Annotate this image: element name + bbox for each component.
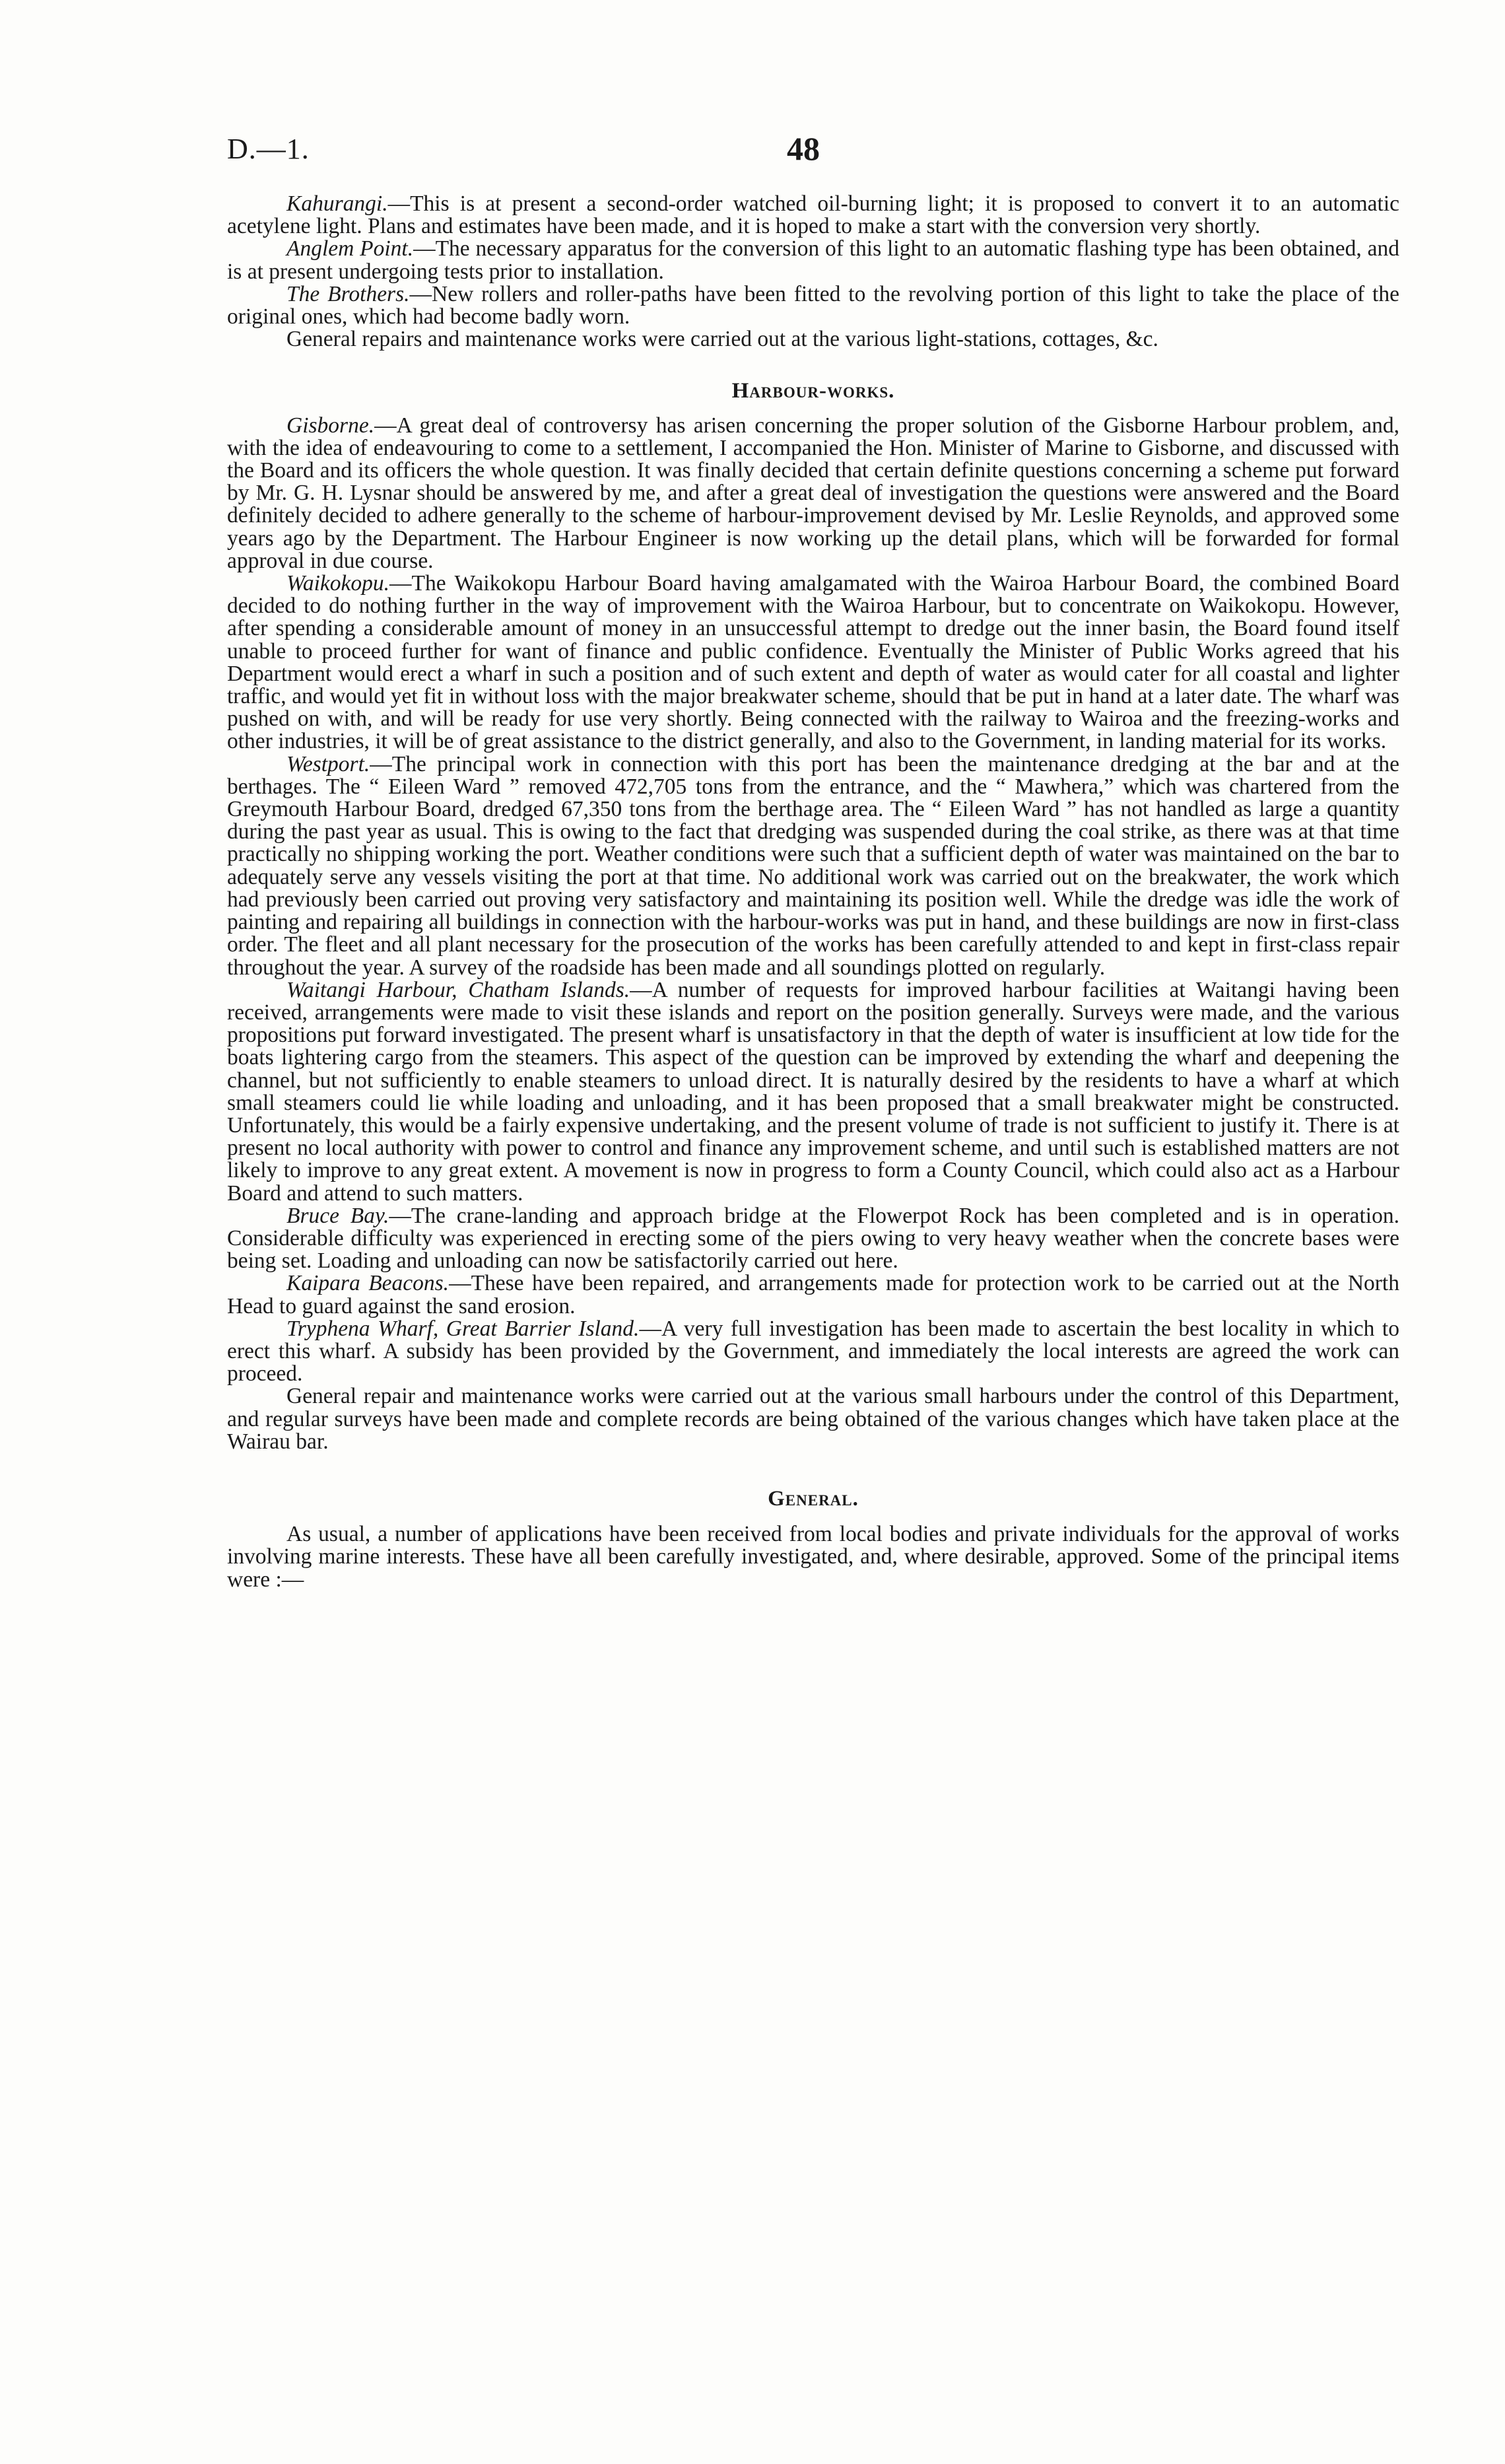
page-body bbox=[227, 193, 1399, 1591]
paragraph-lead: Waikokopu. bbox=[286, 571, 390, 596]
paragraph-lead: Tryphena Wharf, Great Barrier Island. bbox=[286, 1316, 640, 1341]
paragraph-lead: Waitangi Harbour, Chatham Islands. bbox=[286, 977, 630, 1002]
paragraph-text: —New rollers and roller-paths have been fitted to the revolving portion of this light to take the place of the original ones, which had become badly worn. bbox=[227, 281, 1399, 329]
paragraph-text: —A great deal of controversy has arisen concerning the proper solution of the Gisborne Harbour problem, and, with the idea of endeavouring to come to a settlement, I accompanied the Hon. Minister of Marine to Gisborne, and discussed with the Board and its officers the whole question. It was finally decided that certain definite questions concerning a scheme put forward by Mr. G. H. Lysnar should be answered by me, and after a great deal of investigation the questions were answered and the Board definitely decided to adhere generally to the scheme of harbour-improvement devised by Mr. Leslie Reynolds, and approved some years ago by the Department. The Harbour Engineer is now working up the detail plans, which will be forwarded for formal approval in due course. bbox=[227, 413, 1399, 573]
paragraph-text: —A number of requests for improved harbour facilities at Waitangi having been received, arrangements were made to visit these islands and report on the position generally. Surveys were made, and the various propositions put forward investigated. The present wharf is unsatisfactory in that the depth of water is insufficient at low tide for the boats lightering cargo from the steamers. This aspect of the question can be improved by extending the wharf and deepening the channel, but not sufficiently to enable steamers to unload direct. It is naturally desired by the residents to have a wharf at which small steamers could lie while loading and unloading, and it has been proposed that a small breakwater might be constructed. Unfortunately, this would be a fairly expensive undertaking, and the present volume of trade is not sufficient to justify it. There is at present no local authority with power to control and finance any improvement scheme, and until such is established matters are not likely to improve to any great extent. A movement is now in progress to form a County Council, which could also act as a Harbour Board and attend to such matters. bbox=[227, 977, 1400, 1206]
section-heading-general: General. bbox=[768, 1486, 859, 1511]
paragraph-tryphena-wharf bbox=[227, 1318, 1399, 1386]
paragraph-small-harbour-repairs bbox=[227, 1385, 1399, 1453]
paragraph-text: —A very full investigation has been made to ascertain the best locality in which to erect this wharf. A subsidy has been provided by the Government, and immediately the local interests are agreed the work can proceed. bbox=[227, 1316, 1399, 1386]
page-header bbox=[227, 132, 1402, 172]
paragraph-text: —These have been repaired, and arrangements made for protection work to be carried out at the North Head to guard against the sand erosion. bbox=[227, 1271, 1399, 1318]
page-number: 48 bbox=[787, 130, 820, 167]
paragraph-kaipara-beacons bbox=[227, 1272, 1399, 1317]
paragraph-text: As usual, a number of applications have been received from local bodies and private individuals for the approval of works involving marine interests. These have all been carefully investigated, and, where desirable, approved. Some of the principal items were :— bbox=[227, 1522, 1399, 1592]
paragraph-lead: Kaipara Beacons. bbox=[286, 1271, 450, 1296]
paragraph-lead: Kahurangi. bbox=[286, 191, 388, 216]
paragraph-general-applications bbox=[227, 1523, 1399, 1591]
paragraph-westport bbox=[227, 753, 1399, 979]
paragraph-gisborne bbox=[227, 415, 1399, 572]
document-reference: D.—1. bbox=[227, 133, 310, 165]
paragraph-text: —The principal work in connection with this port has been the maintenance dredging at the bar and at the berthages. The “ Eileen Ward ” removed 472,705 tons from the entrance, and the “ Mawhera,” which was chartered from the Greymouth Harbour Board, dredged 67,350 tons from the berthage area. The “ Eileen Ward ” has not handled as large a quantity during the past year as usual. This is owing to the fact that dredging was suspended during the coal strike, as there was at that time practically no shipping working the port. Weather conditions were such that a sufficient depth of water was maintained on the bar to adequately serve any vessels visiting the port at that time. No additional work was carried out on the breakwater, the work which had previously been carried out proving very satisfactory and maintaining its position well. While the dredge was idle the work of painting and repairing all buildings in connection with the harbour-works was put in hand, and these buildings are now in first-class order. The fleet and all plant necessary for the prosecution of the works has been carefully attended to and kept in first-class repair throughout the year. A survey of the roadside has been made and all soundings plotted on regularly. bbox=[227, 751, 1399, 980]
paragraph-kahurangi bbox=[227, 193, 1399, 238]
paragraph-lead: Westport. bbox=[286, 751, 370, 776]
paragraph-text: General repairs and maintenance works were carried out at the various light-stations, cottages, &c. bbox=[286, 327, 1158, 352]
paragraph-bruce-bay bbox=[227, 1205, 1399, 1273]
paragraph-text: —The necessary apparatus for the conversion of this light to an automatic flashing type has been obtained, and is at present undergoing tests prior to installation. bbox=[227, 236, 1399, 284]
paragraph-waikokopu bbox=[227, 572, 1399, 753]
paragraph-lead: The Brothers. bbox=[286, 281, 410, 306]
paragraph-text: General repair and maintenance works were carried out at the various small harbours under the control of this Department, and regular surveys have been made and complete records are being obtained of the various changes which have taken place at the Wairau bar. bbox=[227, 1384, 1399, 1454]
paragraph-text: —The Waikokopu Harbour Board having amalgamated with the Wairoa Harbour Board, the combined Board decided to do nothing further in the way of improvement with the Wairoa Harbour, but to concentrate on Waikokopu. However, after spending a considerable amount of money in an unsuccessful attempt to dredge out the inner basin, the Board found itself unable to proceed further for want of finance and public confidence. Eventually the Minister of Public Works agreed that his Department would erect a wharf in such a position and of such extent and depth of water as would cater for all coastal and lighter traffic, and would yet fit in without loss with the major breakwater scheme, should that be put in hand at a later date. The wharf was pushed on with, and will be ready for use very shortly. Being connected with the railway to Wairoa and the freezing-works and other industries, it will be of great assistance to the district generally, and also to the Government, in landing material for its works. bbox=[227, 571, 1399, 754]
paragraph-text: —This is at present a second-order watched oil-burning light; it is proposed to convert it to an automatic acetylene light. Plans and estimates have been made, and it is hoped to make a start with the conversion very shortly. bbox=[227, 191, 1399, 239]
paragraph-the-brothers bbox=[227, 283, 1399, 328]
paragraph-waitangi-harbour bbox=[227, 979, 1399, 1205]
paragraph-lead: Gisborne. bbox=[286, 413, 375, 438]
paragraph-lead: Anglem Point. bbox=[286, 236, 414, 261]
section-heading-harbour-works: Harbour-works. bbox=[731, 379, 895, 403]
paragraph-text: —The crane-landing and approach bridge at the Flowerpot Rock has been completed and is in operation. Considerable difficulty was experienced in erecting some of the piers owing to very heavy weather when the concrete bases were being set. Loading and unloading can now be satisfactorily carried out here. bbox=[227, 1203, 1399, 1274]
paragraph-light-station-repairs bbox=[227, 328, 1399, 351]
paragraph-anglem-point bbox=[227, 238, 1399, 283]
paragraph-lead: Bruce Bay. bbox=[286, 1203, 389, 1228]
